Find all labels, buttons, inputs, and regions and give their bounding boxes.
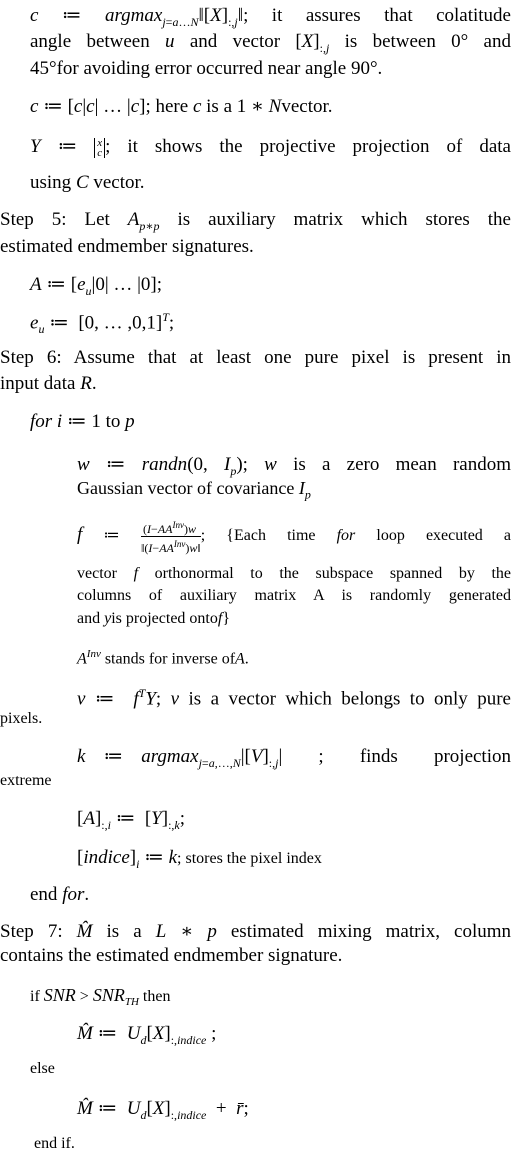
text-line: for i ≔ 1 to p — [30, 411, 135, 432]
text-line: Step 5: Let $A_{p∗p}$ is auxiliary matrix which stores the — [0, 209, 511, 233]
text-line: M̂ ≔ $U_d[X]_{:,indice}$ + r̄; — [77, 1098, 249, 1122]
text-line: vector f orthonormal to the subspace spanned by the — [77, 565, 511, 582]
text-line: and yis projected ontof} — [77, 610, 230, 627]
text-line: c ≔ [c|c| … |c]; here c is a 1 ∗ Nvector. — [30, 96, 333, 117]
text-line: v ≔ $f^TY$; v is a vector which belongs to only pure — [77, 686, 511, 710]
text-line: end if. — [34, 1135, 75, 1152]
text-line: using C vector. — [30, 172, 145, 193]
text-line: 45°for avoiding error occurred near angle 90°. — [30, 58, 383, 79]
text-line: if SNR > $SNR_{TH}$ then — [30, 985, 171, 1009]
text-line: w ≔ randn(0, $I_p$); w is a zero mean random — [77, 454, 511, 478]
text-line: Step 6: Assume that at least one pure pixel is present in — [0, 347, 511, 368]
text-line: $A^{Inv}$ stands for inverse ofA. — [77, 648, 249, 668]
text-line: else — [30, 1060, 55, 1077]
text-line: pixels. — [0, 710, 43, 727]
text-line: Step 7: M̂ is a L ∗ p estimated mixing matrix, column — [0, 921, 511, 942]
text-line: $[A]_{:,i}$ ≔ $[Y]_{:,k}$; — [77, 808, 186, 832]
text-line: $e_u$ ≔ [0, … ,0,1]$^T$; — [30, 310, 175, 337]
text-line: $[indice]_i$ ≔ k; stores the pixel index — [77, 847, 322, 871]
text-line: angle between u and vector $[X]_{:,j}$ is between 0° and — [30, 31, 511, 55]
text-line: input data R. — [0, 373, 97, 394]
text-line: end for. — [30, 884, 90, 905]
text-line: c ≔ $argmax_{j=a\dots N}‖[X]_{:,j}‖$; it assures that colatitude — [30, 5, 511, 29]
text-line: M̂ ≔ $U_d[X]_{:,indice}$ ; — [77, 1023, 217, 1047]
text-line: f ≔ $(I-AA^{Inv})w$ $‖(I-AA^{Inv})w‖$ ; {Each time for loop executed a — [77, 520, 511, 555]
text-line: Gaussian vector of covariance $I_p$ — [77, 478, 311, 502]
text-line: k ≔ $argmax_{j=a,\dots,N}|[V]_{:,j}|$ ; finds projection — [77, 746, 511, 770]
text-line: estimated endmember signatures. — [0, 236, 254, 257]
text-line: A ≔ [$e_u|0|$ … |0]; — [30, 274, 163, 298]
text-line: extreme — [0, 772, 52, 789]
text-line: contains the estimated endmember signature. — [0, 945, 343, 966]
text-line: Y ≔ x c ; it shows the projective projection of data — [30, 136, 511, 159]
text-line: columns of auxiliary matrix A is randomly generated — [77, 587, 511, 604]
